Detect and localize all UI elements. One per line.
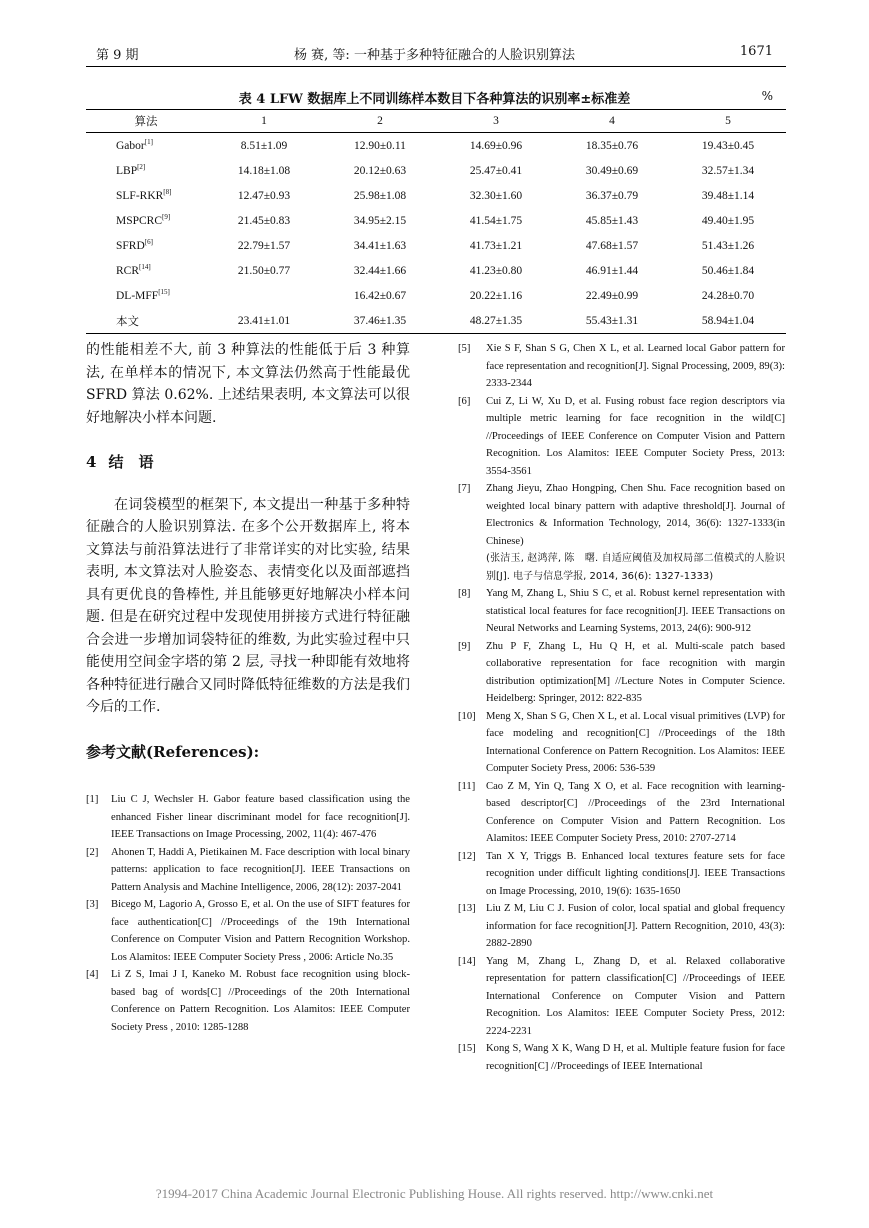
reference-text: Liu Z M, Liu C J. Fusion of color, local spatial and global frequency information for face recognition[J]. Pattern Recognition, 2010, 43(3): 2882-2890 — [486, 903, 785, 949]
table-cell: 58.94±1.04 — [670, 308, 786, 334]
algorithm-name: RCR — [116, 264, 140, 277]
algorithm-name: Gabor — [116, 139, 145, 152]
reference-text: Cui Z, Li W, Xu D, et al. Fusing robust face region descriptors via multiple metric learning for face recognition in the wild[C] //Proceedings of IEEE Conference on Computer Vision and Pattern Recognition. Los Alamitos: IEEE Computer Society Press, 2013: 3554-3561 — [486, 395, 785, 477]
algorithm-name-cell — [86, 308, 206, 334]
table-header-cell: 3 — [438, 110, 554, 133]
algorithm-name-cell — [86, 283, 206, 308]
reference-text: Cao Z M, Yin Q, Tang X O, et al. Face recognition with learning-based descriptor[C] //Proceedings of the 23rd International Conference on Computer Vision and Pattern Recognition. Los Alamitos: IEEE Computer Society Press, 2010: 2707-2714 — [486, 780, 785, 844]
table-cell: 21.50±0.77 — [237, 264, 291, 277]
reference-text: Meng X, Shan S G, Chen X L, et al. Local visual primitives (LVP) for face modeling and recognition[C] //Proceedings of the 18th International Conference on Pattern Recognition. Los Alamitos: IEEE Computer Society Press, 2006: 536-539 — [486, 710, 785, 774]
reference-item — [86, 896, 410, 966]
reference-item — [458, 1040, 785, 1075]
table-row — [86, 183, 786, 208]
reference-item — [86, 966, 410, 1036]
table-cell: 46.91±1.44 — [585, 264, 639, 277]
reference-text: Liu C J, Wechsler H. Gabor feature based classification using the enhanced Fisher linear discriminant model for face recognition[J]. IEEE Transactions on Image Processing, 2002, 11(4): 467-476 — [111, 794, 410, 840]
table-cell: 21.45±0.83 — [237, 214, 291, 227]
copyright-footer: ?1994-2017 China Academic Journal Electronic Publishing House. All rights reserved. http://www.cnki.net — [155, 1186, 714, 1201]
table-cell: 12.47±0.93 — [237, 189, 291, 202]
header-rule — [86, 66, 786, 67]
results-table — [86, 109, 786, 334]
reference-number: [5] — [458, 343, 471, 354]
reference-text-chinese: (张洁玉, 赵鸿萍, 陈 曙. 自适应阈值及加权局部二值模式的人脸识别[J]. 电子与信息学报, 2014, 36(6): 1327-1333) — [486, 553, 785, 582]
reference-number: [1] — [86, 794, 99, 805]
reference-number: [12] — [458, 850, 476, 862]
algorithm-name: SLF-RKR — [116, 189, 164, 202]
section-number: 4 — [86, 453, 97, 471]
table-cell: 16.42±0.67 — [353, 289, 407, 302]
citation-ref: [2] — [137, 162, 146, 171]
table-cell: 22.79±1.57 — [237, 239, 291, 252]
algorithm-name-cell — [86, 233, 206, 258]
table-cell: 25.98±1.08 — [353, 189, 407, 202]
table-cell: 23.41±1.01 — [206, 308, 322, 334]
table-header-cell: 2 — [322, 110, 438, 133]
table-cell: 14.18±1.08 — [237, 164, 291, 177]
reference-item — [458, 393, 785, 481]
algorithm-name-cell — [86, 133, 206, 159]
citation-ref: [9] — [162, 212, 171, 221]
reference-number: [13] — [458, 903, 476, 914]
section-title: 结 语 — [108, 453, 154, 471]
table-cell: 18.35±0.76 — [585, 139, 639, 152]
algorithm-name: LBP — [116, 164, 138, 177]
body-paragraph: 在词袋模型的框架下, 本文提出一种基于多种特征融合的人脸识别算法. 在多个公开数据库上, 将本文算法与前沿算法进行了非常详实的对比实验, 结果表明, 本文算法对人脸姿态、表情变化以及面部遮挡具有更优良的鲁棒性, 并且能够更好地解决小样本问题. 但是在研究过程中发现使用拼接方式进行特征融合会进一步增加词袋特征的维数, 为此实验过程中只能使用空间金字塔的第 2 层, 寻找一种即能有效地将各种特征进行融合又同时降低特征维数的方法是我们今后的工作. — [86, 496, 410, 715]
table-cell: 36.37±0.79 — [585, 189, 639, 202]
reference-number: [3] — [86, 899, 99, 910]
table-cell: 50.46±1.84 — [701, 264, 755, 277]
reference-item — [458, 848, 785, 901]
table-header-cell: 5 — [670, 110, 786, 133]
table-row — [86, 258, 786, 283]
citation-ref: [1] — [144, 137, 153, 146]
table-cell: 34.41±1.63 — [353, 239, 407, 252]
reference-item — [458, 953, 785, 1041]
table-cell: 55.43±1.31 — [554, 308, 670, 334]
table-cell: 51.43±1.26 — [701, 239, 755, 252]
table-cell: 45.85±1.43 — [585, 214, 639, 227]
table-cell: 41.54±1.75 — [469, 214, 523, 227]
algorithm-name: MSPCRC — [116, 214, 163, 227]
table-row — [86, 308, 786, 334]
citation-ref: [14] — [139, 262, 151, 271]
page-header-title: 杨 赛, 等: 一种基于多种特征融合的人脸识别算法 — [294, 48, 575, 63]
table-header-cell: 算法 — [86, 110, 206, 133]
references-heading: 参考文献(References): — [86, 742, 260, 761]
reference-item — [458, 638, 785, 708]
table-cell: 49.40±1.95 — [701, 214, 755, 227]
reference-text: Tan X Y, Triggs B. Enhanced local textures feature sets for face recognition under difficult lighting conditions[J]. IEEE Transactions on Image Processing, 2010, 19(6): 1635-1650 — [486, 850, 785, 897]
reference-text: Yang M, Zhang L, Zhang D, et al. Relaxed collaborative representation for pattern classification[C] //Proceedings of IEEE International Conference on Computer Vision and Pattern Recognition. Los Alamitos: IEEE Computer Society Press, 2012: 2224-2231 — [486, 955, 785, 1037]
table-row — [86, 233, 786, 258]
reference-number: [14] — [458, 955, 476, 967]
table-cell: 20.22±1.16 — [469, 289, 523, 302]
reference-text: Zhang Jieyu, Zhao Hongping, Chen Shu. Face recognition based on weighted local binary pattern with adaptive threshold[J]. Journal of Electronics & Information Technology, 2014, 36(6): 1327-1333(in Chinese) — [486, 483, 785, 547]
reference-text: Li Z S, Imai J I, Kaneko M. Robust face recognition using block-based bag of words[C] //Proceedings of the 20th International Conference on Pattern Recognition. Los Alamitos: IEEE Computer Society Press , 2010: 1285-1288 — [111, 969, 410, 1033]
table-cell: 30.49±0.69 — [585, 164, 639, 177]
citation-ref: [8] — [163, 187, 172, 196]
reference-item — [86, 791, 410, 844]
reference-number: [9] — [458, 640, 471, 652]
reference-number: [15] — [458, 1043, 476, 1054]
table-cell: 32.57±1.34 — [701, 164, 755, 177]
table-unit: % — [761, 89, 773, 103]
body-paragraph: 的性能相差不大, 前 3 种算法的性能低于后 3 种算法, 在单样本的情况下, 本文算法仍然高于性能最优 SFRD 算法 0.62%. 上述结果表明, 本文算法可以很好地解决小样本问题. — [86, 342, 410, 426]
reference-number: [8] — [458, 588, 471, 599]
table-cell: 41.73±1.21 — [469, 239, 523, 252]
table-cell: 39.48±1.14 — [701, 189, 755, 202]
reference-number: [4] — [86, 969, 99, 980]
table-caption: 表 4 LFW 数据库上不同训练样本数目下各种算法的识别率±标准差 — [238, 92, 631, 107]
reference-item — [86, 844, 410, 897]
algorithm-name-cell — [86, 158, 206, 183]
citation-ref: [6] — [144, 237, 153, 246]
reference-list — [458, 340, 785, 1075]
reference-item — [458, 340, 785, 393]
algorithm-name: DL-MFF — [116, 289, 159, 302]
reference-number: [6] — [458, 395, 471, 407]
reference-list — [86, 791, 410, 1036]
citation-ref: [15] — [158, 287, 170, 296]
table-cell: 37.46±1.35 — [322, 308, 438, 334]
page-number: 1671 — [739, 44, 773, 59]
algorithm-name-cell — [86, 258, 206, 283]
table-row — [86, 133, 786, 159]
table-header-row — [86, 110, 786, 133]
algorithm-name-cell — [86, 208, 206, 233]
table-cell: 34.95±2.15 — [353, 214, 407, 227]
left-column — [86, 339, 410, 1036]
algorithm-name: SFRD — [116, 239, 145, 252]
algorithm-name: 本文 — [116, 315, 139, 328]
page-header-issue: 第 9 期 — [96, 48, 139, 63]
table-cell: 25.47±0.41 — [469, 164, 523, 177]
table-cell: 22.49±0.99 — [585, 289, 639, 302]
reference-text: Ahonen T, Haddi A, Pietikainen M. Face description with local binary patterns: application to face recognition[J]. IEEE Transactions on Pattern Analysis and Machine Intelligence, 2006, 28(12): 2037-2041 — [111, 846, 410, 893]
table-cell: 14.69±0.96 — [469, 139, 523, 152]
table-cell: 47.68±1.57 — [585, 239, 639, 252]
section-heading — [86, 451, 410, 474]
algorithm-name-cell — [86, 183, 206, 208]
reference-number: [10] — [458, 710, 476, 722]
reference-item — [458, 708, 785, 778]
reference-item — [458, 778, 785, 848]
reference-number: [7] — [458, 483, 471, 494]
reference-text: Yang M, Zhang L, Shiu S C, et al. Robust kernel representation with statistical local features for face recognition[J]. IEEE Transactions on Neural Networks and Learning Systems, 2013, 24(6): 900-912 — [486, 588, 785, 634]
table-row — [86, 158, 786, 183]
reference-text: Xie S F, Shan S G, Chen X L, et al. Learned local Gabor pattern for face representation and recognition[J]. Signal Processing, 2009, 89(3): 2333-2344 — [486, 343, 785, 389]
right-column — [458, 340, 785, 1075]
table-cell: 19.43±0.45 — [701, 139, 755, 152]
table-cell: 24.28±0.70 — [701, 289, 755, 302]
reference-item — [458, 585, 785, 638]
reference-text: Zhu P F, Zhang L, Hu Q H, et al. Multi-scale patch based collaborative representation for face recognition with margin distribution optimization[M] //Lecture Notes in Computer Science. Heidelberg: Springer, 2012: 822-835 — [486, 640, 785, 704]
table-cell — [206, 283, 322, 308]
table-cell: 20.12±0.63 — [353, 164, 407, 177]
table-row — [86, 208, 786, 233]
reference-text: Kong S, Wang X K, Wang D H, et al. Multiple feature fusion for face recognition[C] //Proceedings of IEEE International — [486, 1043, 785, 1072]
table-header-cell: 4 — [554, 110, 670, 133]
reference-item — [458, 900, 785, 953]
reference-number: [2] — [86, 846, 99, 858]
reference-number: [11] — [458, 780, 476, 792]
table-header-cell: 1 — [206, 110, 322, 133]
table-cell: 48.27±1.35 — [438, 308, 554, 334]
table-cell: 41.23±0.80 — [469, 264, 523, 277]
table-cell: 32.44±1.66 — [353, 264, 407, 277]
table-cell: 32.30±1.60 — [469, 189, 523, 202]
table-cell: 12.90±0.11 — [354, 139, 406, 152]
table-cell: 8.51±1.09 — [240, 139, 288, 152]
reference-text: Bicego M, Lagorio A, Grosso E, et al. On the use of SIFT features for face authentication[C] //Proceedings of the 19th International Conference on Computer Vision and Pattern Recognition Workshop. Los Alamitos: IEEE Computer Society Press , 2006: Article No.35 — [111, 899, 410, 963]
table-row — [86, 283, 786, 308]
reference-item — [458, 480, 785, 585]
